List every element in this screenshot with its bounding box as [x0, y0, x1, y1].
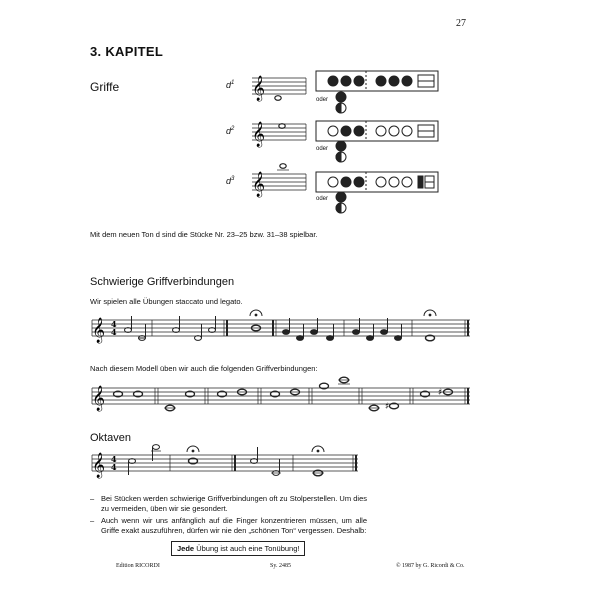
time-sig-top: 4: [111, 454, 117, 464]
note-label-d2: $d^2$: [226, 126, 235, 136]
fingering-chart-d2: [316, 121, 438, 162]
fingerings-heading: Griffe: [90, 80, 120, 94]
exercise-staff-2: [92, 388, 470, 404]
alt-fingering-label: oder: [316, 97, 329, 103]
note-label-d3: $d^3$: [226, 176, 235, 186]
fingering-chart-d3: [316, 172, 438, 213]
list-dash: –: [90, 494, 95, 503]
note-head: [279, 124, 285, 129]
treble-clef-icon: 𝄞: [252, 122, 266, 147]
note-head: [280, 164, 286, 169]
footer-publisher: Edition RICORDI: [116, 563, 160, 569]
time-sig-bottom: 4: [111, 327, 117, 337]
treble-clef-icon: 𝄞: [92, 318, 106, 343]
note-label-d1: $d^1$: [226, 80, 235, 90]
alt-fingering-label: oder: [316, 146, 329, 152]
list-dash: –: [90, 516, 95, 525]
list-item: Auch wenn wir uns anfänglich auf die Finger konzentrieren müssen, um alle Griffe exakt auszuführen, dürfen wir nie den „schönen Ton“ vergessen. Deshalb:: [101, 516, 367, 535]
alt-fingering-label: oder: [316, 196, 329, 202]
list-item: Bei Stücken werden schwierige Griffverbindungen oft zu Stolperstellen. Um dies zu vermeiden, üben wir sie gesondert.: [101, 494, 367, 513]
treble-clef-icon: 𝄞: [252, 76, 266, 101]
fingering-chart-d1: [316, 71, 438, 113]
time-sig-top: 4: [111, 319, 117, 329]
chapter-title: 3. KAPITEL: [90, 44, 164, 59]
footer-copyright: © 1987 by G. Ricordi & Co.: [396, 563, 465, 569]
treble-clef-icon: 𝄞: [252, 172, 266, 197]
page-number: 27: [456, 18, 466, 29]
note-head: [275, 96, 281, 101]
exercise-notes-2: [114, 377, 453, 411]
motto-bold: Jede: [177, 544, 195, 553]
treble-clef-icon: 𝄞: [92, 453, 106, 478]
exercise-staff-1: [92, 320, 470, 336]
difficult-instruction: Wir spielen alle Übungen staccato und legato.: [90, 297, 243, 306]
model-text: Nach diesem Modell üben wir auch die folgenden Griffverbindungen:: [90, 364, 318, 373]
sharp-icon: ♯: [385, 402, 390, 412]
sharp-icon: ♯: [438, 388, 443, 398]
difficult-heading: Schwierige Griffverbindungen: [90, 276, 235, 288]
treble-clef-icon: 𝄞: [92, 386, 106, 411]
intro-text: Mit dem neuen Ton d sind die Stücke Nr. 23–25 bzw. 31–38 spielbar.: [90, 230, 318, 239]
octaves-heading: Oktaven: [90, 432, 131, 444]
time-sig-bottom: 4: [111, 462, 117, 472]
footer-catalog: Sy. 2485: [270, 563, 291, 569]
motto-text: Übung ist auch eine Tonübung!: [196, 544, 300, 553]
